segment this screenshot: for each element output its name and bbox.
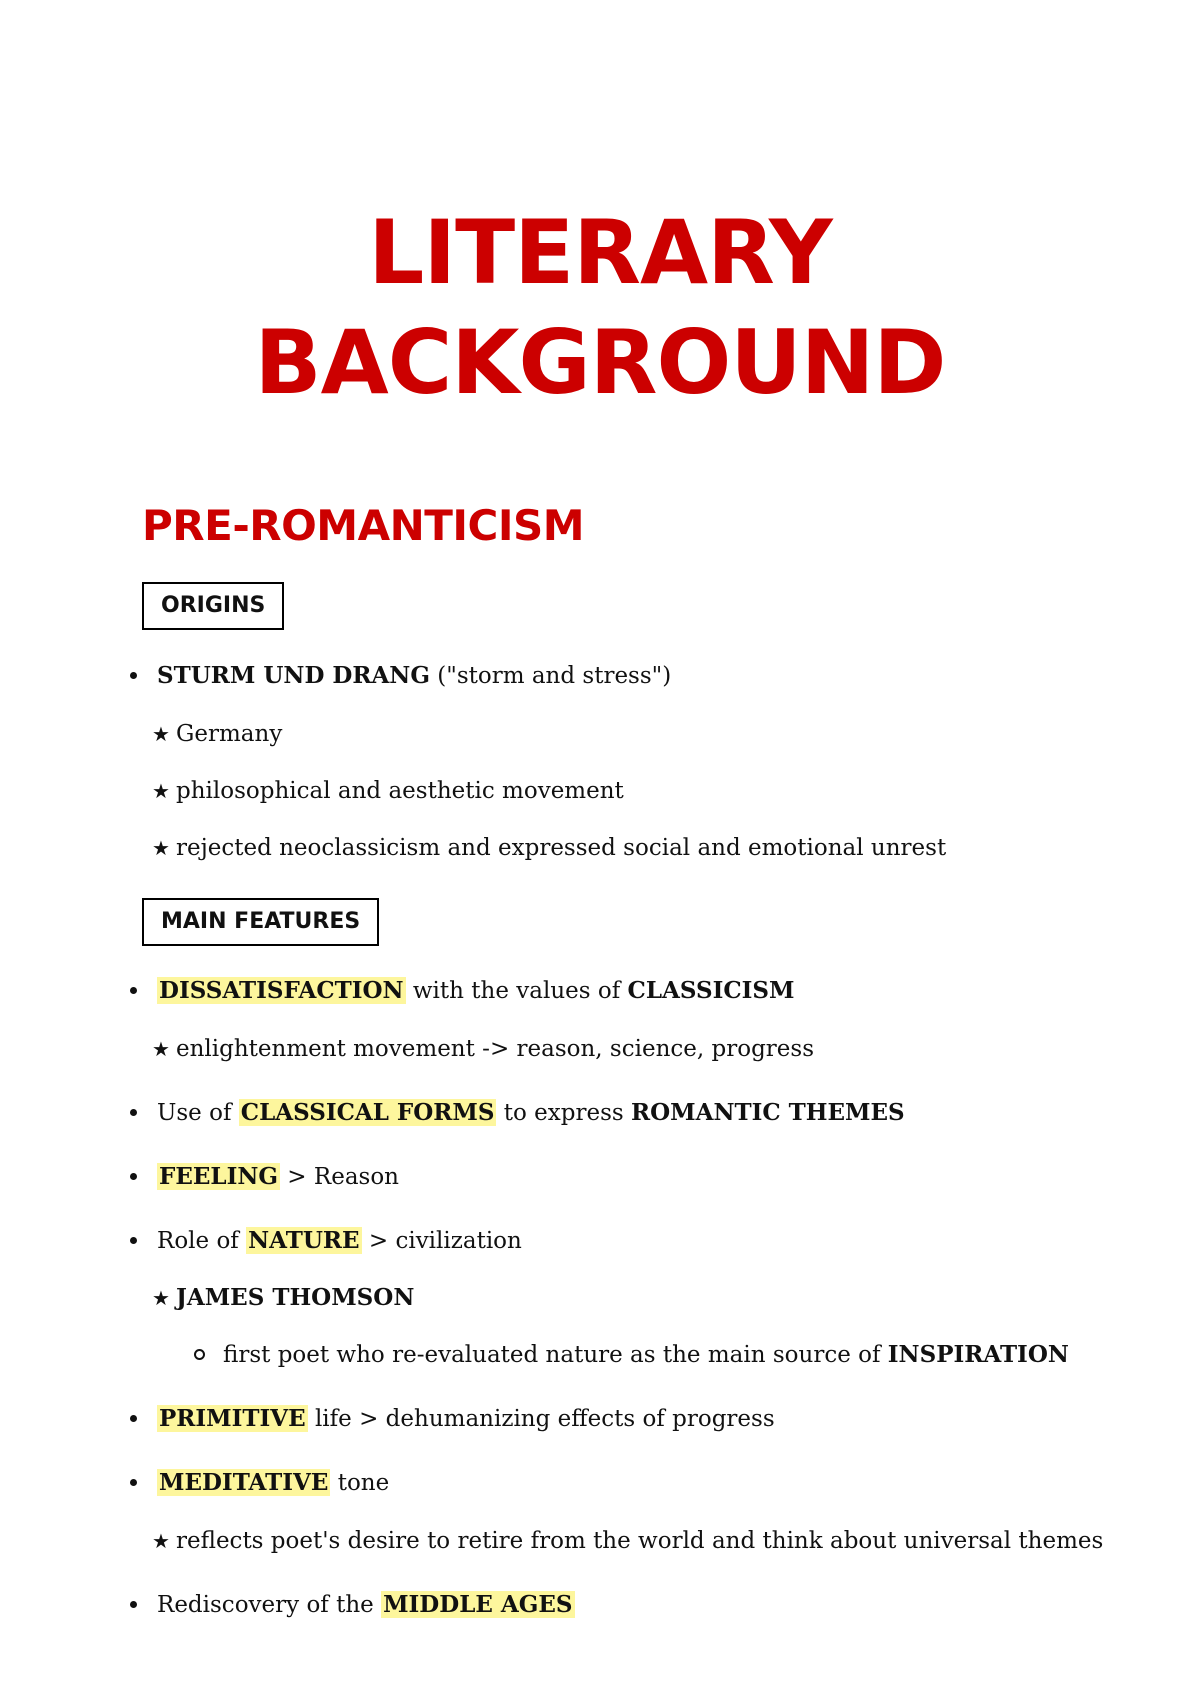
origins-heading-box: ORIGINS — [142, 582, 284, 630]
feature-item: Role of NATURE > civilization — [130, 1224, 522, 1258]
bullet-icon — [130, 1173, 137, 1180]
title-line-1: LITERARY — [368, 201, 832, 304]
bullet-icon — [130, 672, 137, 679]
section-heading: PRE-ROMANTICISM — [142, 501, 585, 550]
star-icon: ★ — [152, 722, 170, 746]
feature-item: Rediscovery of the MIDDLE AGES — [130, 1588, 575, 1622]
feature-subitem: ★ reflects poet's desire to retire from the world and think about universal themes — [152, 1524, 1103, 1558]
feature-item: FEELING > Reason — [130, 1160, 399, 1194]
feature-subsubitem: first poet who re-evaluated nature as the main source of INSPIRATION — [194, 1338, 1069, 1372]
star-icon: ★ — [152, 1529, 170, 1553]
feature-subitem: ★ JAMES THOMSON — [152, 1281, 414, 1315]
feature-item: PRIMITIVE life > dehumanizing effects of progress — [130, 1402, 775, 1436]
star-icon: ★ — [152, 1037, 170, 1061]
feature-item: DISSATISFACTION with the values of CLASSICISM — [130, 974, 794, 1008]
star-icon: ★ — [152, 836, 170, 860]
origins-subitem: ★ Germany — [152, 717, 282, 751]
title-line-2: BACKGROUND — [254, 311, 946, 414]
feature-item: Use of CLASSICAL FORMS to express ROMANTIC THEMES — [130, 1096, 905, 1130]
bullet-icon — [130, 1237, 137, 1244]
bullet-icon — [130, 1479, 137, 1486]
bullet-icon — [130, 1601, 137, 1608]
star-icon: ★ — [152, 779, 170, 803]
bullet-icon — [130, 987, 137, 994]
feature-item: MEDITATIVE tone — [130, 1466, 389, 1500]
bullet-icon — [130, 1415, 137, 1422]
feature-subitem: ★ enlightenment movement -> reason, science, progress — [152, 1032, 814, 1066]
features-heading-box: MAIN FEATURES — [142, 898, 379, 946]
origins-subitem: ★ philosophical and aesthetic movement — [152, 774, 624, 808]
origins-subitem: ★ rejected neoclassicism and expressed social and emotional unrest — [152, 831, 946, 865]
star-icon: ★ — [152, 1286, 170, 1310]
bullet-icon — [130, 1109, 137, 1116]
origins-item: STURM UND DRANG ("storm and stress") — [130, 659, 671, 693]
circle-bullet-icon — [194, 1349, 205, 1360]
